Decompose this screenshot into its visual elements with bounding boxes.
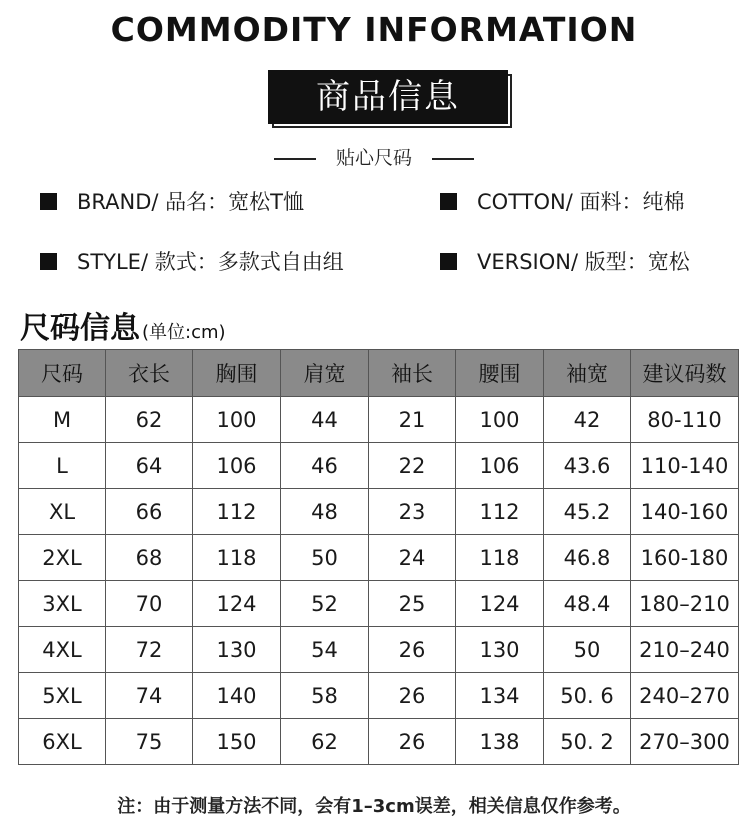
spec-version-label: VERSION/ 版型：宽松 [477,250,690,274]
bullet-square-icon [40,253,57,270]
table-cell: 3XL [19,581,106,627]
bullet-square-icon [40,193,57,210]
table-cell: 124 [456,581,544,627]
table-cell: 50 [544,627,631,673]
table-cell: 4XL [19,627,106,673]
table-cell: 48 [281,489,369,535]
table-row [19,489,739,535]
table-cell: 5XL [19,673,106,719]
table-cell: 160-180 [631,535,739,581]
subtitle-left-line [274,158,316,160]
table-cell: 75 [106,719,193,765]
table-cell: 106 [193,443,281,489]
spec-fabric-label: COTTON/ 面料：纯棉 [477,190,685,214]
table-cell: 25 [369,581,456,627]
table-cell: 140 [193,673,281,719]
table-cell: XL [19,489,106,535]
table-cell: 130 [193,627,281,673]
table-cell: L [19,443,106,489]
table-cell: 21 [369,397,456,443]
table-cell: 50. 2 [544,719,631,765]
table-cell: 124 [193,581,281,627]
spec-brand [40,186,304,216]
table-cell: 150 [193,719,281,765]
title-chinese: 商品信息 [268,70,508,124]
table-cell: 138 [456,719,544,765]
size-table [18,349,739,765]
table-cell: 24 [369,535,456,581]
table-cell: 74 [106,673,193,719]
table-cell: M [19,397,106,443]
title-english: COMMODITY INFORMATION [110,10,638,49]
table-row [19,581,739,627]
table-cell: 45.2 [544,489,631,535]
table-row [19,627,739,673]
spec-fabric [440,186,684,216]
subtitle-row [0,143,748,170]
header-size: 尺码 [19,350,106,397]
table-cell: 80-110 [631,397,739,443]
table-cell: 270–300 [631,719,739,765]
table-cell: 26 [369,627,456,673]
table-cell: 112 [193,489,281,535]
table-cell: 72 [106,627,193,673]
table-cell: 2XL [19,535,106,581]
table-cell: 64 [106,443,193,489]
subtitle-right-line [432,158,474,160]
table-cell: 50 [281,535,369,581]
table-cell: 66 [106,489,193,535]
size-heading-text: 尺码信息 [20,311,140,346]
table-cell: 48.4 [544,581,631,627]
table-cell: 23 [369,489,456,535]
table-cell: 46 [281,443,369,489]
table-cell: 26 [369,719,456,765]
table-row [19,443,739,489]
table-cell: 44 [281,397,369,443]
table-cell: 112 [456,489,544,535]
header-chest: 胸围 [193,350,281,397]
table-cell: 22 [369,443,456,489]
table-cell: 180–210 [631,581,739,627]
table-cell: 46.8 [544,535,631,581]
table-cell: 62 [106,397,193,443]
table-cell: 50. 6 [544,673,631,719]
table-cell: 110-140 [631,443,739,489]
table-cell: 140-160 [631,489,739,535]
size-heading [20,303,226,347]
table-cell: 240–270 [631,673,739,719]
table-row [19,673,739,719]
header-recommended: 建议码数 [631,350,739,397]
spec-version [440,246,690,276]
spec-style-label: STYLE/ 款式：多款式自由组 [77,250,344,274]
table-cell: 42 [544,397,631,443]
table-cell: 6XL [19,719,106,765]
table-cell: 43.6 [544,443,631,489]
table-cell: 62 [281,719,369,765]
measurement-note: 注：由于测量方法不同，会有1–3cm误差，相关信息仅作参考。 [117,796,631,817]
table-cell: 54 [281,627,369,673]
header-sleeve-length: 袖长 [369,350,456,397]
spec-brand-label: BRAND/ 品名：宽松T恤 [77,190,304,214]
table-cell: 100 [456,397,544,443]
header-waist: 腰围 [456,350,544,397]
subtitle: 贴心尺码 [335,147,412,169]
table-cell: 118 [193,535,281,581]
header-shoulder: 肩宽 [281,350,369,397]
table-cell: 52 [281,581,369,627]
header-sleeve-width: 袖宽 [544,350,631,397]
table-cell: 118 [456,535,544,581]
bullet-square-icon [440,253,457,270]
table-cell: 130 [456,627,544,673]
table-row [19,535,739,581]
header-length: 衣长 [106,350,193,397]
table-cell: 26 [369,673,456,719]
size-unit: (单位:cm) [142,322,226,343]
title-chinese-box [268,70,512,128]
table-cell: 58 [281,673,369,719]
table-cell: 106 [456,443,544,489]
bullet-square-icon [440,193,457,210]
table-header-row [19,350,739,397]
table-row [19,397,739,443]
spec-style [40,246,344,276]
table-cell: 134 [456,673,544,719]
table-cell: 70 [106,581,193,627]
table-cell: 68 [106,535,193,581]
table-row [19,719,739,765]
table-cell: 210–240 [631,627,739,673]
table-cell: 100 [193,397,281,443]
